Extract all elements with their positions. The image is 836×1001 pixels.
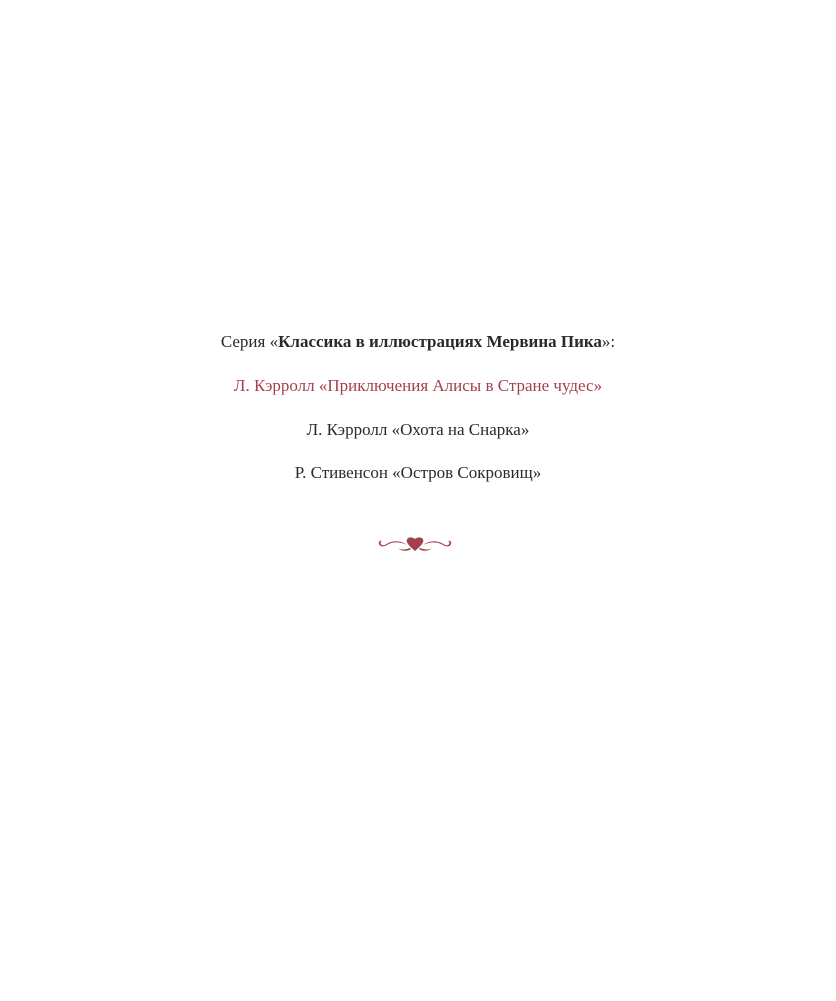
series-prefix: Серия « [220, 332, 279, 351]
fleuron-ornament-icon [377, 536, 453, 553]
book-title-alice: Л. Кэрролл «Приключения Алисы в Стране чудес» [233, 376, 603, 395]
book-title-treasure-island: Р. Стивенсон «Остров Сокровищ» [294, 463, 542, 482]
series-suffix: »: [601, 332, 616, 351]
series-name: Классика в иллюстрациях Мервина Пика [278, 332, 602, 351]
book-title-snark: Л. Кэрролл «Охота на Снарка» [306, 420, 530, 439]
series-heading [0, 331, 836, 353]
